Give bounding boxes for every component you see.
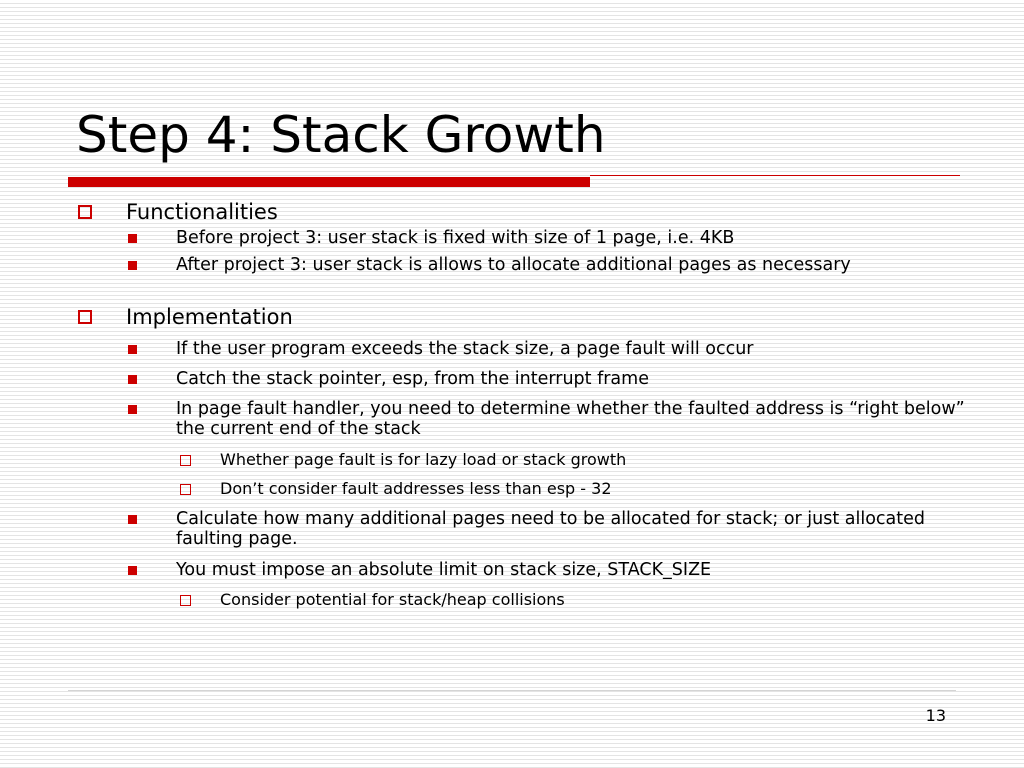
bullet-text: Calculate how many additional pages need to be allocated for stack; or just allocated faulting page. [176, 509, 926, 549]
hollow-square-bullet-icon [180, 484, 191, 495]
bullet-text: Don’t consider fault addresses less than esp - 32 [220, 479, 612, 498]
bullet-text: Before project 3: user stack is fixed with size of 1 page, i.e. 4KB [176, 228, 735, 248]
page-number: 13 [925, 706, 946, 725]
filled-square-bullet-icon [128, 405, 137, 414]
bullet-text: Whether page fault is for lazy load or stack growth [220, 450, 627, 469]
bullet-text: If the user program exceeds the stack size, a page fault will occur [176, 339, 754, 359]
filled-square-bullet-icon [128, 234, 137, 243]
hollow-square-bullet-icon [78, 205, 92, 219]
bullet-text: Catch the stack pointer, esp, from the interrupt frame [176, 369, 649, 389]
filled-square-bullet-icon [128, 515, 137, 524]
hollow-square-bullet-icon [180, 455, 191, 466]
filled-square-bullet-icon [128, 375, 137, 384]
footer-divider [68, 690, 956, 691]
bullet-text: You must impose an absolute limit on stack size, STACK_SIZE [176, 560, 712, 580]
title-underline-bar [68, 177, 590, 187]
title-underline-line [590, 175, 960, 176]
bullet-text: After project 3: user stack is allows to allocate additional pages as necessary [176, 255, 851, 275]
bullet-text: Implementation [126, 305, 293, 329]
filled-square-bullet-icon [128, 566, 137, 575]
slide-title: Step 4: Stack Growth [76, 106, 606, 164]
filled-square-bullet-icon [128, 345, 137, 354]
filled-square-bullet-icon [128, 261, 137, 270]
bullet-text: Consider potential for stack/heap collisions [220, 590, 565, 609]
bullet-text: In page fault handler, you need to determine whether the faulted address is “right below” the current end of the stack [176, 399, 965, 439]
hollow-square-bullet-icon [180, 595, 191, 606]
hollow-square-bullet-icon [78, 310, 92, 324]
bullet-text: Functionalities [126, 200, 278, 224]
